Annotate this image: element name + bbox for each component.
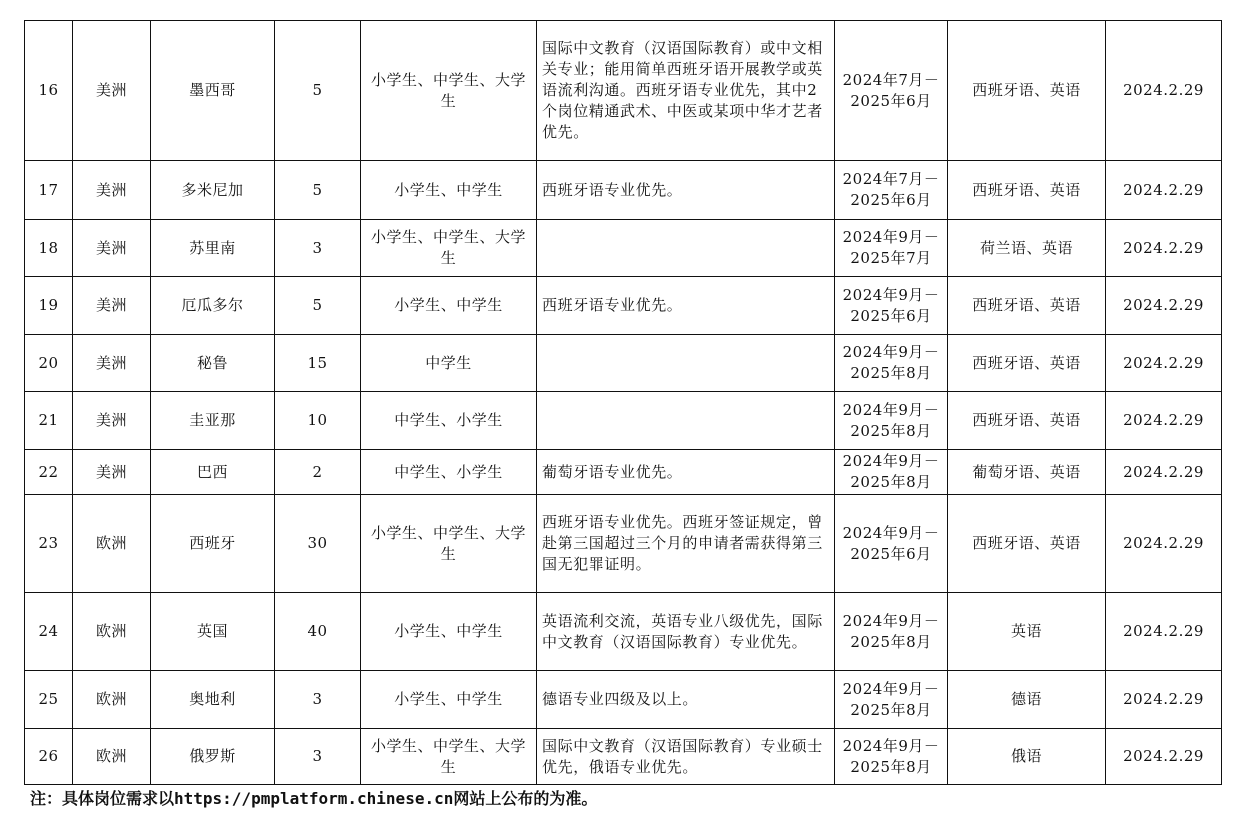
- cell-position-count: 5: [275, 21, 361, 161]
- cell-position-count: 3: [275, 220, 361, 277]
- cell-row-number: 26: [25, 729, 73, 785]
- footnote: 注：具体岗位需求以https://pmplatform.chinese.cn网站上公布的为准。: [30, 789, 598, 808]
- cell-requirement: [537, 220, 835, 277]
- cell-region: 美洲: [73, 21, 151, 161]
- cell-period: 2024年9月－2025年8月: [835, 335, 948, 392]
- cell-deadline: 2024.2.29: [1106, 729, 1222, 785]
- table-row: [25, 277, 1222, 335]
- table-row: [25, 729, 1222, 785]
- cell-row-number: 16: [25, 21, 73, 161]
- table-row: [25, 220, 1222, 277]
- cell-requirement: [537, 335, 835, 392]
- cell-deadline: 2024.2.29: [1106, 593, 1222, 671]
- cell-student-level: 小学生、中学生、大学生: [361, 495, 537, 593]
- cell-period: 2024年9月－2025年8月: [835, 450, 948, 495]
- table-row: [25, 161, 1222, 220]
- cell-student-level: 小学生、中学生、大学生: [361, 21, 537, 161]
- cell-row-number: 17: [25, 161, 73, 220]
- cell-student-level: 中学生、小学生: [361, 392, 537, 450]
- cell-period: 2024年9月－2025年8月: [835, 729, 948, 785]
- cell-row-number: 21: [25, 392, 73, 450]
- cell-student-level: 小学生、中学生、大学生: [361, 220, 537, 277]
- cell-region: 欧洲: [73, 495, 151, 593]
- cell-period: 2024年9月－2025年8月: [835, 593, 948, 671]
- cell-period: 2024年9月－2025年7月: [835, 220, 948, 277]
- cell-region: 美洲: [73, 450, 151, 495]
- cell-row-number: 25: [25, 671, 73, 729]
- cell-requirement: 英语流利交流，英语专业八级优先，国际中文教育（汉语国际教育）专业优先。: [537, 593, 835, 671]
- cell-country: 苏里南: [151, 220, 275, 277]
- cell-requirement: 西班牙语专业优先。: [537, 161, 835, 220]
- cell-language: 德语: [948, 671, 1106, 729]
- cell-period: 2024年9月－2025年8月: [835, 671, 948, 729]
- cell-requirement: 国际中文教育（汉语国际教育）或中文相关专业；能用简单西班牙语开展教学或英语流利沟通。西班牙语专业优先，其中2个岗位精通武术、中医或某项中华才艺者优先。: [537, 21, 835, 161]
- cell-language: 西班牙语、英语: [948, 161, 1106, 220]
- cell-country: 俄罗斯: [151, 729, 275, 785]
- cell-language: 西班牙语、英语: [948, 495, 1106, 593]
- cell-region: 美洲: [73, 161, 151, 220]
- cell-requirement: [537, 392, 835, 450]
- cell-row-number: 20: [25, 335, 73, 392]
- cell-requirement: 国际中文教育（汉语国际教育）专业硕士优先，俄语专业优先。: [537, 729, 835, 785]
- cell-student-level: 中学生、小学生: [361, 450, 537, 495]
- cell-period: 2024年7月－2025年6月: [835, 21, 948, 161]
- cell-position-count: 15: [275, 335, 361, 392]
- cell-deadline: 2024.2.29: [1106, 21, 1222, 161]
- cell-position-count: 10: [275, 392, 361, 450]
- cell-language: 西班牙语、英语: [948, 277, 1106, 335]
- cell-student-level: 中学生: [361, 335, 537, 392]
- cell-position-count: 3: [275, 729, 361, 785]
- cell-deadline: 2024.2.29: [1106, 450, 1222, 495]
- cell-period: 2024年7月－2025年6月: [835, 161, 948, 220]
- cell-requirement: 葡萄牙语专业优先。: [537, 450, 835, 495]
- cell-row-number: 19: [25, 277, 73, 335]
- cell-position-count: 2: [275, 450, 361, 495]
- cell-region: 美洲: [73, 277, 151, 335]
- table-row: [25, 593, 1222, 671]
- cell-country: 奥地利: [151, 671, 275, 729]
- table-row: [25, 495, 1222, 593]
- cell-language: 西班牙语、英语: [948, 335, 1106, 392]
- cell-position-count: 40: [275, 593, 361, 671]
- cell-requirement: 西班牙语专业优先。西班牙签证规定，曾赴第三国超过三个月的申请者需获得第三国无犯罪证明。: [537, 495, 835, 593]
- cell-student-level: 小学生、中学生: [361, 593, 537, 671]
- table-row: [25, 335, 1222, 392]
- cell-region: 美洲: [73, 392, 151, 450]
- cell-student-level: 小学生、中学生、大学生: [361, 729, 537, 785]
- cell-deadline: 2024.2.29: [1106, 161, 1222, 220]
- cell-language: 葡萄牙语、英语: [948, 450, 1106, 495]
- cell-language: 西班牙语、英语: [948, 21, 1106, 161]
- cell-position-count: 3: [275, 671, 361, 729]
- cell-deadline: 2024.2.29: [1106, 495, 1222, 593]
- cell-deadline: 2024.2.29: [1106, 392, 1222, 450]
- cell-position-count: 30: [275, 495, 361, 593]
- cell-country: 墨西哥: [151, 21, 275, 161]
- cell-deadline: 2024.2.29: [1106, 335, 1222, 392]
- cell-region: 欧洲: [73, 729, 151, 785]
- cell-period: 2024年9月－2025年6月: [835, 277, 948, 335]
- cell-language: 英语: [948, 593, 1106, 671]
- table-row: [25, 392, 1222, 450]
- cell-period: 2024年9月－2025年8月: [835, 392, 948, 450]
- cell-region: 欧洲: [73, 593, 151, 671]
- cell-country: 巴西: [151, 450, 275, 495]
- cell-period: 2024年9月－2025年6月: [835, 495, 948, 593]
- cell-language: 俄语: [948, 729, 1106, 785]
- cell-country: 西班牙: [151, 495, 275, 593]
- cell-deadline: 2024.2.29: [1106, 220, 1222, 277]
- cell-country: 秘鲁: [151, 335, 275, 392]
- table-row: [25, 21, 1222, 161]
- cell-region: 欧洲: [73, 671, 151, 729]
- table-body: [25, 21, 1222, 785]
- cell-row-number: 18: [25, 220, 73, 277]
- cell-position-count: 5: [275, 277, 361, 335]
- cell-country: 英国: [151, 593, 275, 671]
- cell-row-number: 23: [25, 495, 73, 593]
- cell-row-number: 22: [25, 450, 73, 495]
- table-row: [25, 450, 1222, 495]
- positions-table: [24, 20, 1222, 785]
- cell-country: 多米尼加: [151, 161, 275, 220]
- table-row: [25, 671, 1222, 729]
- cell-language: 荷兰语、英语: [948, 220, 1106, 277]
- cell-deadline: 2024.2.29: [1106, 671, 1222, 729]
- cell-language: 西班牙语、英语: [948, 392, 1106, 450]
- cell-position-count: 5: [275, 161, 361, 220]
- cell-region: 美洲: [73, 220, 151, 277]
- cell-deadline: 2024.2.29: [1106, 277, 1222, 335]
- cell-region: 美洲: [73, 335, 151, 392]
- cell-student-level: 小学生、中学生: [361, 671, 537, 729]
- cell-country: 圭亚那: [151, 392, 275, 450]
- cell-row-number: 24: [25, 593, 73, 671]
- cell-requirement: 德语专业四级及以上。: [537, 671, 835, 729]
- cell-requirement: 西班牙语专业优先。: [537, 277, 835, 335]
- cell-student-level: 小学生、中学生: [361, 161, 537, 220]
- cell-student-level: 小学生、中学生: [361, 277, 537, 335]
- cell-country: 厄瓜多尔: [151, 277, 275, 335]
